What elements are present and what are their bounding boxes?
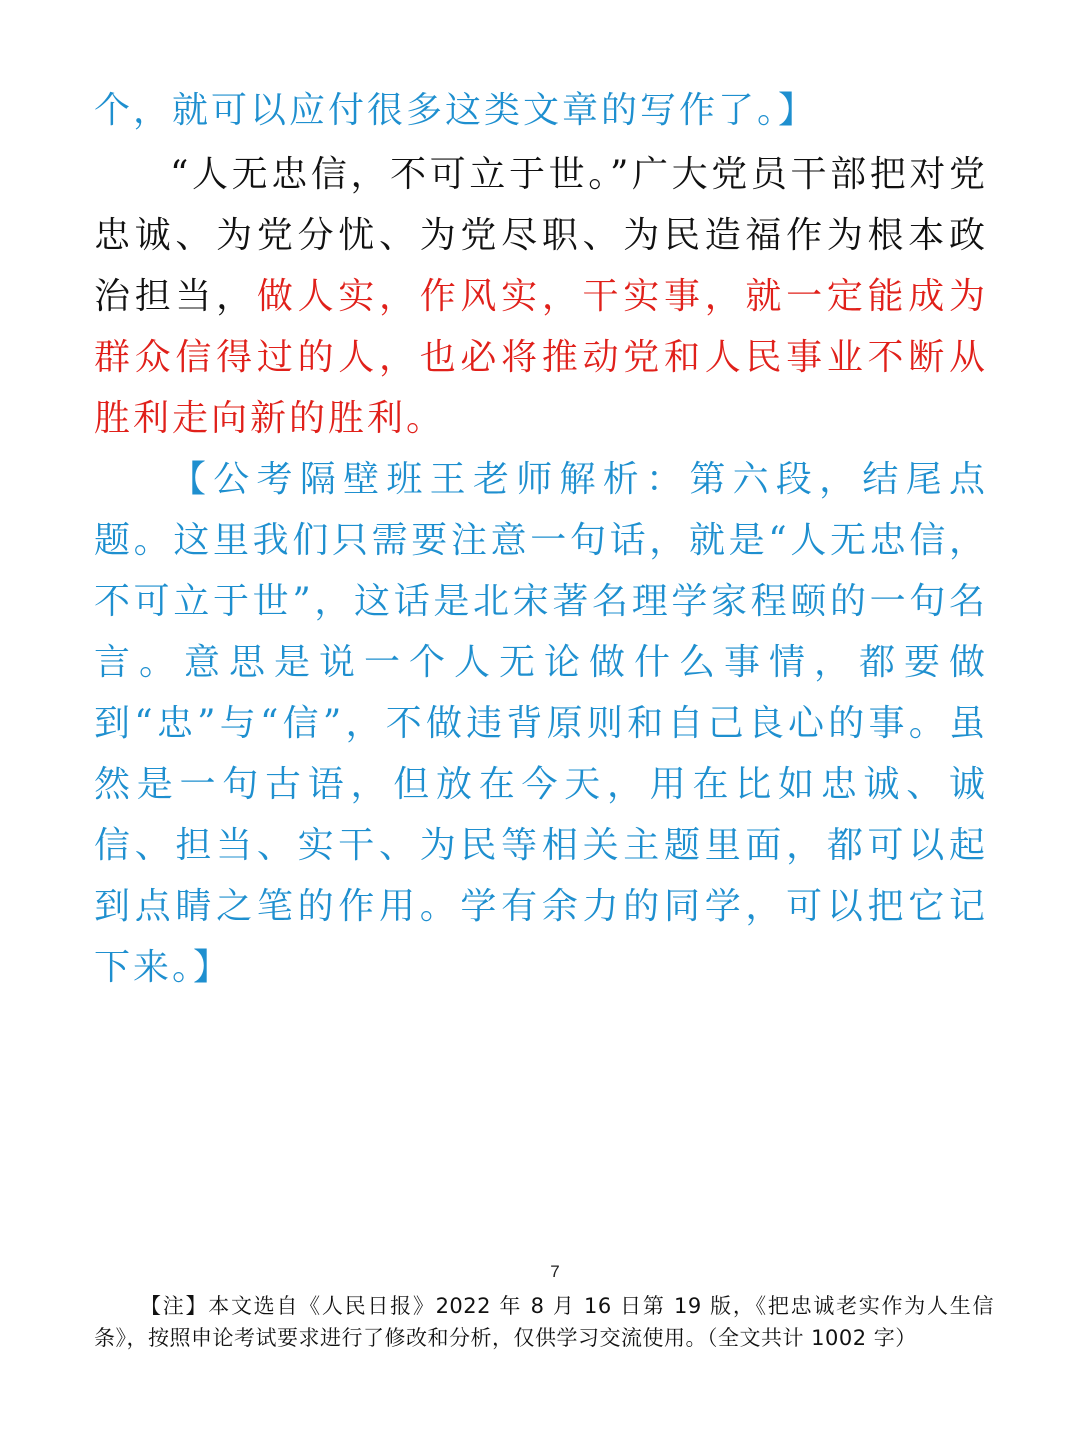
source-note: 【注】本文选自《人民日报》2022 年 8 月 16 日第 19 版，《把忠诚老实作为人生信条》，按照申论考试要求进行了修改和分析，仅供学习交流使用。（全文共计 1002 字）	[94, 1294, 994, 1350]
body-paragraph	[94, 144, 988, 449]
teacher-analysis: 【公考隔壁班王老师解析：第六段，结尾点题。这里我们只需要注意一句话，就是“人无忠信，不可立于世”，这话是北宋著名理学家程颐的一句名言。意思是说一个人无论做什么事情，都要做到“忠”与“信”，不做违背原则和自己良心的事。虽然是一句古语，但放在今天，用在比如忠诚、诚信、担当、实干、为民等相关主题里面，都可以起到点睛之笔的作用。学有余力的同学，可以把它记下来。】	[94, 459, 988, 988]
analysis-continuation: 个，就可以应付很多这类文章的写作了。】	[94, 90, 818, 131]
paragraph-highlight: 做人实，作风实，干实事，就一定能成为群众信得过的人，也必将推动党和人民事业不断从胜利走向新的胜利。	[94, 276, 988, 439]
paragraph-intro: “人无忠信，不可立于世。”广大党员干部把对党忠诚、为党分忧、为党尽职、为民造福作为根本政治担当，	[94, 154, 988, 317]
page-number: 7	[550, 1262, 560, 1281]
